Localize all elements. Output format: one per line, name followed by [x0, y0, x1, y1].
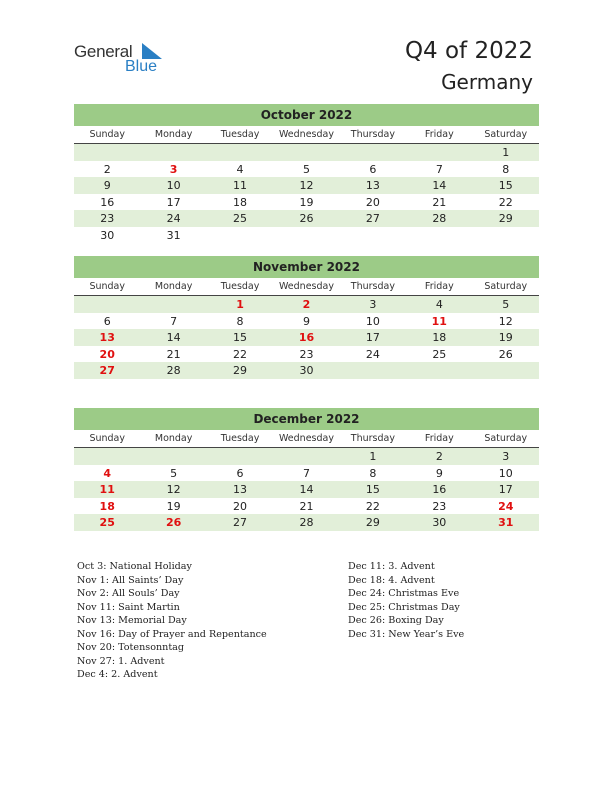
holiday-day-cell: 26 — [165, 516, 182, 530]
day-cell: 19 — [166, 499, 181, 513]
weekday-label: Tuesday — [220, 129, 260, 140]
month-december — [74, 408, 539, 531]
day-cell — [140, 296, 206, 313]
day-cell: 21 — [299, 499, 314, 513]
day-cell: 29 — [233, 364, 248, 378]
brand-logo — [74, 42, 174, 76]
holiday-note: Dec 4: 2. Advent — [77, 669, 158, 680]
day-cell: 26 — [498, 347, 513, 361]
week-row — [74, 514, 539, 531]
day-cell: 7 — [435, 162, 443, 176]
day-cell: 18 — [233, 195, 248, 209]
day-cell: 14 — [299, 483, 314, 497]
day-cell: 12 — [498, 314, 513, 328]
day-cell: 17 — [166, 195, 181, 209]
day-cell: 28 — [432, 212, 447, 226]
day-cell — [340, 144, 406, 161]
day-cell — [406, 144, 472, 161]
week-row — [74, 210, 539, 227]
day-cell: 9 — [103, 179, 111, 193]
day-cell: 8 — [369, 466, 377, 480]
holiday-day-cell: 1 — [236, 298, 244, 311]
holiday-note: Dec 11: 3. Advent — [348, 561, 435, 572]
weekday-label: Thursday — [350, 281, 395, 292]
day-cell: 6 — [369, 162, 377, 176]
day-cell — [207, 227, 273, 244]
day-cell: 20 — [365, 195, 380, 209]
day-cell: 21 — [432, 195, 447, 209]
day-cell — [140, 144, 206, 161]
weekday-label: Tuesday — [220, 281, 260, 292]
day-cell: 9 — [302, 314, 310, 328]
day-cell: 23 — [299, 347, 314, 361]
brand-triangle-icon — [142, 43, 162, 59]
day-cell: 19 — [299, 195, 314, 209]
day-cell: 21 — [166, 347, 181, 361]
holiday-day-cell: 13 — [99, 331, 115, 345]
weekday-label: Friday — [424, 129, 454, 140]
day-cell: 12 — [299, 179, 314, 193]
day-cell: 26 — [299, 212, 314, 226]
week-row — [74, 194, 539, 211]
day-cell: 18 — [432, 331, 447, 345]
day-cell: 9 — [435, 466, 443, 480]
day-cell — [74, 448, 140, 465]
weekday-label: Sunday — [89, 433, 125, 444]
week-row — [74, 177, 539, 194]
holiday-note: Nov 2: All Souls’ Day — [77, 588, 180, 599]
day-cell: 10 — [365, 314, 380, 328]
day-cell: 30 — [299, 364, 314, 378]
day-cell — [340, 227, 406, 244]
week-row — [74, 313, 539, 330]
day-cell: 24 — [365, 347, 380, 361]
weekday-label: Saturday — [484, 433, 528, 444]
quarter-title: Q4 of 2022 — [404, 38, 533, 64]
weekday-label: Sunday — [89, 281, 125, 292]
holiday-day-cell: 27 — [99, 364, 115, 378]
week-row — [74, 465, 539, 482]
holiday-note: Nov 1: All Saints’ Day — [77, 574, 184, 586]
day-cell: 8 — [502, 162, 510, 176]
holiday-day-cell: 11 — [431, 314, 447, 328]
day-cell: 22 — [498, 195, 513, 209]
day-cell: 29 — [365, 516, 380, 530]
holiday-day-cell: 2 — [302, 298, 311, 311]
day-cell: 14 — [432, 179, 447, 193]
day-cell: 16 — [432, 483, 447, 497]
day-cell — [273, 144, 339, 161]
holiday-note: Dec 24: Christmas Eve — [348, 588, 460, 599]
holiday-note: Nov 27: 1. Advent — [77, 655, 165, 667]
day-cell: 1 — [369, 450, 377, 463]
week-row — [74, 144, 539, 161]
weekday-label: Friday — [424, 281, 454, 292]
day-cell: 6 — [236, 466, 244, 480]
day-cell — [473, 362, 539, 379]
holiday-note: Dec 26: Boxing Day — [348, 615, 444, 626]
day-cell: 20 — [233, 499, 248, 513]
holiday-day-cell: 16 — [298, 331, 315, 345]
holiday-day-cell: 31 — [498, 516, 514, 530]
day-cell: 15 — [233, 331, 248, 345]
holiday-note: Nov 16: Day of Prayer and Repentance — [77, 628, 267, 640]
weekday-label: Wednesday — [278, 281, 334, 292]
day-cell: 8 — [236, 314, 244, 328]
day-cell: 27 — [365, 212, 380, 226]
weekday-label: Monday — [154, 281, 193, 292]
day-cell — [74, 144, 140, 161]
month-november — [74, 256, 539, 379]
day-cell: 11 — [233, 179, 248, 193]
day-cell: 3 — [369, 298, 377, 311]
day-cell: 10 — [166, 179, 181, 193]
holiday-day-cell: 24 — [498, 499, 514, 513]
day-cell: 15 — [365, 483, 380, 497]
weekday-label: Thursday — [350, 129, 395, 140]
day-cell — [473, 227, 539, 244]
holiday-note: Oct 3: National Holiday — [77, 561, 192, 572]
day-cell — [273, 448, 339, 465]
day-cell — [207, 448, 273, 465]
holiday-notes-right — [348, 560, 464, 641]
holiday-note: Dec 31: New Year’s Eve — [348, 628, 465, 640]
day-cell: 17 — [498, 483, 513, 497]
day-cell: 25 — [432, 347, 447, 361]
holiday-notes-left — [77, 560, 267, 682]
day-cell: 13 — [233, 483, 248, 497]
holiday-note: Nov 11: Saint Martin — [77, 601, 180, 613]
day-cell — [74, 296, 140, 313]
day-cell: 30 — [432, 516, 447, 530]
week-row — [74, 346, 539, 363]
week-row — [74, 498, 539, 515]
day-cell — [140, 448, 206, 465]
week-row — [74, 227, 539, 244]
day-cell: 28 — [166, 364, 181, 378]
day-cell — [273, 227, 339, 244]
day-cell: 28 — [299, 516, 314, 530]
week-row — [74, 296, 539, 313]
day-cell: 27 — [233, 516, 248, 530]
day-cell: 23 — [432, 499, 447, 513]
holiday-note: Nov 20: Totensonntag — [77, 642, 185, 653]
week-row — [74, 329, 539, 346]
day-cell: 2 — [435, 450, 443, 463]
weekday-label: Friday — [424, 433, 454, 444]
day-cell: 13 — [365, 179, 380, 193]
day-cell: 17 — [365, 331, 380, 345]
holiday-day-cell: 18 — [99, 499, 115, 513]
brand-general-text: General — [74, 42, 133, 61]
weekday-label: Sunday — [89, 129, 125, 140]
day-cell: 23 — [100, 212, 115, 226]
month-title: November 2022 — [74, 256, 539, 278]
day-cell — [406, 227, 472, 244]
holiday-note: Dec 18: 4. Advent — [348, 574, 435, 586]
day-cell: 22 — [365, 499, 380, 513]
weekday-label: Tuesday — [220, 433, 260, 444]
day-cell: 6 — [103, 314, 111, 328]
day-cell: 31 — [166, 228, 181, 242]
weekday-header-row — [74, 126, 539, 144]
day-cell — [406, 362, 472, 379]
weekday-label: Saturday — [484, 281, 528, 292]
weekday-label: Wednesday — [278, 433, 334, 444]
day-cell: 24 — [166, 212, 181, 226]
day-cell: 30 — [100, 228, 115, 242]
day-cell: 10 — [498, 466, 513, 480]
day-cell — [340, 362, 406, 379]
day-cell: 22 — [233, 347, 248, 361]
weekday-header-row — [74, 278, 539, 296]
month-october — [74, 104, 539, 244]
day-cell: 5 — [170, 466, 178, 480]
holiday-day-cell: 25 — [99, 516, 115, 530]
weekday-label: Thursday — [350, 433, 395, 444]
day-cell: 16 — [100, 195, 115, 209]
day-cell: 14 — [166, 331, 181, 345]
weekday-label: Monday — [154, 129, 193, 140]
holiday-note: Dec 25: Christmas Day — [348, 601, 460, 613]
day-cell — [207, 144, 273, 161]
brand-blue-text: Blue — [125, 58, 158, 75]
day-cell: 4 — [435, 298, 443, 311]
day-cell: 1 — [502, 146, 510, 159]
day-cell: 7 — [170, 314, 178, 328]
day-cell: 19 — [498, 331, 513, 345]
week-row — [74, 161, 539, 178]
weekday-header-row — [74, 430, 539, 448]
weekday-label: Wednesday — [278, 129, 334, 140]
day-cell: 5 — [502, 298, 510, 311]
day-cell: 29 — [498, 212, 513, 226]
day-cell: 3 — [502, 450, 510, 463]
day-cell: 5 — [302, 162, 310, 176]
holiday-day-cell: 20 — [99, 347, 115, 361]
holiday-day-cell: 4 — [103, 466, 112, 480]
month-title: October 2022 — [74, 104, 539, 126]
holiday-note: Nov 13: Memorial Day — [77, 615, 187, 626]
weekday-label: Monday — [154, 433, 193, 444]
week-row — [74, 481, 539, 498]
holiday-day-cell: 3 — [169, 162, 178, 176]
week-row — [74, 362, 539, 379]
country-name: Germany — [441, 70, 533, 94]
month-title: December 2022 — [74, 408, 539, 430]
day-cell: 12 — [166, 483, 181, 497]
day-cell: 4 — [236, 162, 244, 176]
day-cell: 2 — [103, 162, 111, 176]
day-cell: 25 — [233, 212, 248, 226]
day-cell: 15 — [498, 179, 513, 193]
day-cell: 7 — [302, 466, 310, 480]
week-row — [74, 448, 539, 465]
weekday-label: Saturday — [484, 129, 528, 140]
holiday-day-cell: 11 — [99, 483, 115, 497]
